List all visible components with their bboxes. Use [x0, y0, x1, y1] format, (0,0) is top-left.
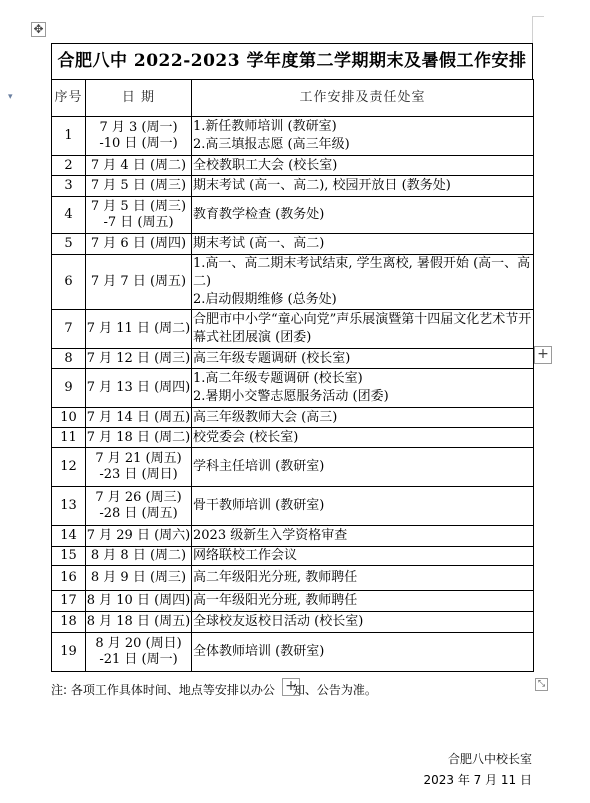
date-line: -21 日 (周一)	[99, 652, 178, 667]
work-line: 1.高二年级专题调研 (校长室)	[193, 371, 363, 386]
footnote-text-start: 注: 各项工作具体时间、地点等安排以办公	[51, 683, 275, 697]
row-date	[86, 448, 192, 487]
row-date	[86, 117, 192, 156]
row-number: 4	[52, 197, 86, 234]
row-date	[86, 197, 192, 234]
work-line: 2.高三填报志愿 (高三年级)	[193, 137, 350, 152]
row-number: 1	[52, 117, 86, 156]
row-number: 17	[52, 591, 86, 612]
schedule-table	[51, 79, 534, 672]
row-work	[192, 566, 534, 591]
signature-date: 2023 年 7 月 11 日	[423, 773, 532, 787]
row-date	[86, 156, 192, 176]
date-line: 8 月 10 日 (周四)	[86, 593, 191, 608]
table-move-handle-icon[interactable]: ✥	[31, 22, 46, 37]
work-line: 高一年级阳光分班, 教师聘任	[193, 593, 358, 608]
date-line: 8 月 18 日 (周五)	[86, 614, 191, 629]
work-line: 期末考试 (高一、高二)	[193, 236, 325, 251]
date-line: 7 月 12 日 (周三)	[86, 350, 191, 366]
date-line: 7 月 4 日 (周二)	[90, 157, 187, 173]
date-line: 7 月 3 (周一)	[99, 120, 178, 135]
footnote	[51, 681, 377, 698]
row-work	[192, 234, 534, 255]
row-work	[192, 408, 534, 428]
row-date	[86, 526, 192, 547]
table-row	[52, 408, 534, 428]
row-number: 19	[52, 633, 86, 672]
row-number: 10	[52, 408, 86, 428]
row-number: 7	[52, 310, 86, 349]
date-line: 7 月 21 (周五)	[95, 451, 182, 466]
table-resize-handle-icon[interactable]: ⤡	[535, 678, 548, 691]
date-line: -10 日 (周一)	[99, 136, 178, 151]
row-work	[192, 612, 534, 633]
row-work	[192, 526, 534, 547]
table-row	[52, 117, 534, 156]
row-date	[86, 612, 192, 633]
row-number: 9	[52, 369, 86, 408]
row-work	[192, 117, 534, 156]
work-line: 全体教师培训 (教研室)	[193, 644, 325, 659]
add-row-button[interactable]: +	[282, 678, 300, 696]
date-line: 8 月 9 日 (周三)	[90, 570, 187, 585]
row-date	[86, 428, 192, 448]
work-line: 学科主任培训 (教研室)	[193, 459, 325, 474]
table-row	[52, 566, 534, 591]
date-line: 8 月 8 日 (周二)	[90, 548, 187, 563]
work-line: 网络联校工作会议	[193, 548, 298, 563]
row-number: 13	[52, 487, 86, 526]
work-line: 高三年级专题调研 (校长室)	[193, 350, 351, 366]
row-work	[192, 310, 534, 349]
header-work: 工作安排及责任处室	[192, 80, 534, 117]
table-row	[52, 448, 534, 487]
date-line: 7 月 11 日 (周二)	[86, 321, 191, 336]
row-work	[192, 197, 534, 234]
table-row	[52, 547, 534, 566]
row-number: 2	[52, 156, 86, 176]
work-line: 1.高一、高二期末考试结束, 学生离校, 暑假开始 (高一、高二)	[193, 256, 531, 289]
row-number: 6	[52, 255, 86, 310]
table-row	[52, 612, 534, 633]
row-work	[192, 547, 534, 566]
work-line: 高三年级教师大会 (高三)	[193, 409, 338, 425]
work-line: 2.暑期小交警志愿服务活动 (团委)	[193, 389, 389, 404]
row-work	[192, 448, 534, 487]
footnote-text-end: 知、公告为准。	[292, 683, 377, 697]
row-date	[86, 234, 192, 255]
date-line: 7 月 6 日 (周四)	[90, 236, 187, 251]
table-row	[52, 633, 534, 672]
page-margin-guide	[532, 16, 544, 17]
row-date	[86, 633, 192, 672]
table-row	[52, 526, 534, 547]
row-work	[192, 633, 534, 672]
row-date	[86, 487, 192, 526]
table-header-row	[52, 80, 534, 117]
date-line: 7 月 13 日 (周四)	[86, 380, 191, 395]
row-work	[192, 591, 534, 612]
row-number: 5	[52, 234, 86, 255]
row-number: 11	[52, 428, 86, 448]
row-date	[86, 176, 192, 197]
work-line: 高二年级阳光分班, 教师聘任	[193, 570, 358, 585]
header-no: 序号	[52, 80, 86, 117]
row-work	[192, 487, 534, 526]
table-row	[52, 234, 534, 255]
row-date	[86, 369, 192, 408]
date-line: -28 日 (周五)	[99, 506, 178, 521]
row-work	[192, 349, 534, 369]
row-work	[192, 369, 534, 408]
work-line: 骨干教师培训 (教研室)	[193, 498, 325, 513]
row-number: 15	[52, 547, 86, 566]
signature-organization: 合肥八中校长室	[447, 752, 532, 766]
row-work	[192, 176, 534, 197]
table-row	[52, 487, 534, 526]
add-column-button[interactable]: +	[534, 346, 552, 364]
date-line: 7 月 14 日 (周五)	[86, 409, 191, 425]
table-row	[52, 591, 534, 612]
date-line: -7 日 (周五)	[103, 215, 174, 230]
row-date	[86, 310, 192, 349]
date-line: 8 月 20 (周日)	[95, 636, 182, 651]
table-row	[52, 176, 534, 197]
row-date	[86, 566, 192, 591]
date-line: -23 日 (周日)	[99, 467, 178, 482]
row-number: 12	[52, 448, 86, 487]
row-date	[86, 591, 192, 612]
work-line: 教育教学检查 (教务处)	[193, 207, 325, 222]
row-work	[192, 156, 534, 176]
table-row	[52, 428, 534, 448]
table-row	[52, 349, 534, 369]
table-row	[52, 369, 534, 408]
document-title: 合肥八中 2022-2023 学年度第二学期期末及暑假工作安排	[51, 43, 533, 79]
row-number: 14	[52, 526, 86, 547]
work-line: 校党委会 (校长室)	[193, 429, 299, 445]
table-row	[52, 310, 534, 349]
row-date	[86, 255, 192, 310]
date-line: 7 月 26 (周三)	[95, 490, 182, 505]
date-line: 7 月 18 日 (周二)	[86, 429, 191, 445]
work-line: 期末考试 (高一、高二), 校园开放日 (教务处)	[193, 178, 451, 193]
work-line: 2023 级新生入学资格审查	[193, 528, 348, 543]
work-line: 1.新任教师培训 (教研室)	[193, 119, 337, 134]
table-row	[52, 255, 534, 310]
row-date	[86, 349, 192, 369]
row-number: 3	[52, 176, 86, 197]
margin-dropdown-arrow-icon[interactable]: ▾	[8, 92, 13, 102]
row-number: 8	[52, 349, 86, 369]
date-line: 7 月 7 日 (周五)	[90, 274, 187, 289]
table-row	[52, 156, 534, 176]
work-line: 全校教职工大会 (校长室)	[193, 157, 338, 173]
work-line: 全球校友返校日活动 (校长室)	[193, 614, 364, 629]
row-number: 18	[52, 612, 86, 633]
row-number: 16	[52, 566, 86, 591]
table-row	[52, 197, 534, 234]
work-line: 2.启动假期维修 (总务处)	[193, 292, 337, 307]
row-work	[192, 255, 534, 310]
header-date: 日 期	[86, 80, 192, 117]
row-date	[86, 408, 192, 428]
date-line: 7 月 5 日 (周三)	[90, 199, 187, 214]
date-line: 7 月 29 日 (周六)	[86, 528, 191, 543]
row-date	[86, 547, 192, 566]
date-line: 7 月 5 日 (周三)	[90, 178, 187, 193]
row-work	[192, 428, 534, 448]
work-line: 合肥市中小学“童心向党”声乐展演暨第十四届文化艺术节开幕式社团展演 (团委)	[193, 312, 532, 345]
